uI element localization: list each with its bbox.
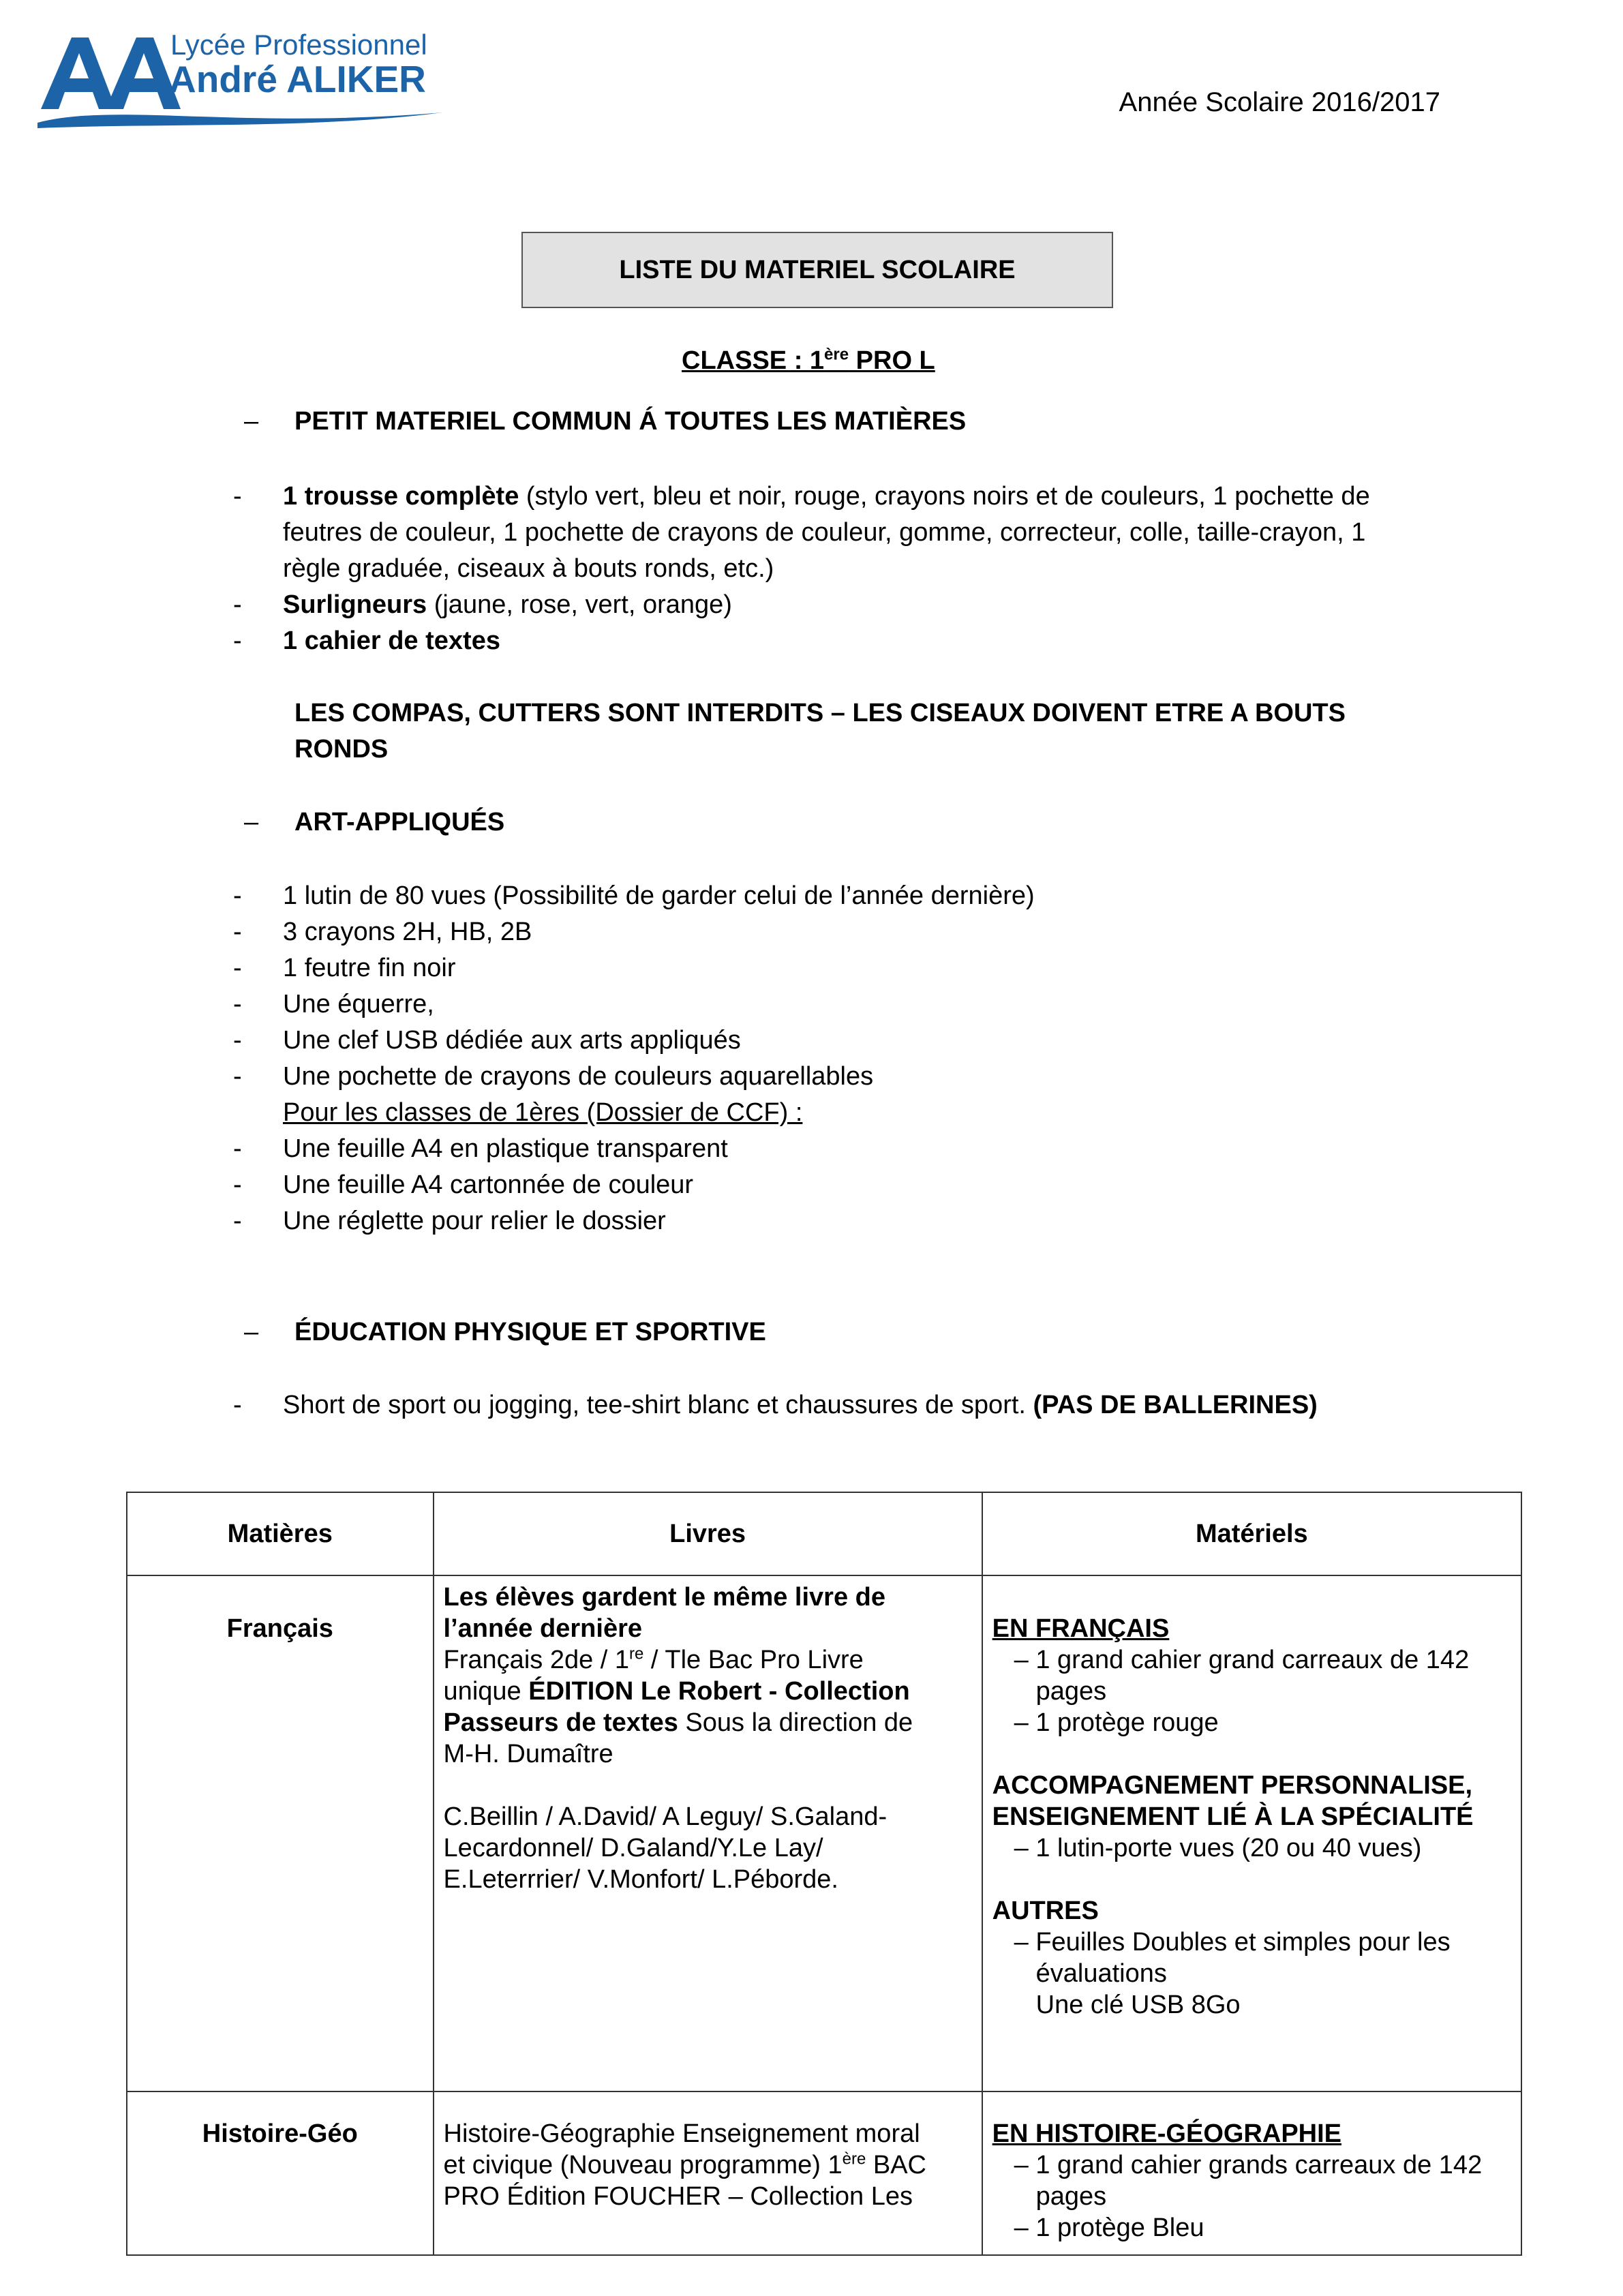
- list-dash: -: [233, 990, 242, 1018]
- books-cell: [434, 1575, 982, 2091]
- list-dash: -: [233, 1026, 242, 1055]
- subjects-table: [126, 1492, 1522, 2256]
- book-note: l’année dernière: [443, 1614, 643, 1643]
- list-item-eps: Short de sport ou jogging, tee-shirt blanc et chaussures de sport. (PAS DE BALLERINES): [283, 1391, 1318, 1419]
- header-materiels: Matériels: [982, 1492, 1521, 1575]
- books-cell: [434, 2091, 982, 2255]
- logo-line1: Lycée Professionnel: [170, 29, 427, 61]
- list-dash: -: [233, 918, 242, 946]
- materials-cell: [982, 2091, 1521, 2255]
- document-title-text: LISTE DU MATERIEL SCOLAIRE: [619, 255, 1016, 284]
- header-livres: Livres: [434, 1492, 982, 1575]
- list-item: Une équerre,: [283, 990, 434, 1018]
- subheading-ccf: Pour les classes de 1ères (Dossier de CCF) :: [283, 1098, 803, 1127]
- list-item: 1 feutre fin noir: [283, 954, 456, 982]
- list-dash: -: [233, 1170, 242, 1199]
- list-item: Une réglette pour relier le dossier: [283, 1207, 666, 1235]
- header-matieres: Matières: [127, 1492, 434, 1575]
- table-row: [127, 1575, 1521, 2091]
- materials-heading: EN HISTOIRE-GÉOGRAPHIE: [992, 2119, 1342, 2148]
- list-dash: -: [233, 1391, 242, 1419]
- book-collection: Passeurs de textes Sous la direction de: [443, 1708, 913, 1737]
- book-authors: C.Beillin / A.David/ A Leguy/ S.Galand-: [443, 1802, 888, 1831]
- section-dash: –: [244, 1318, 259, 1346]
- list-item: Une feuille A4 en plastique transparent: [283, 1134, 728, 1163]
- warning-line2: RONDS: [294, 735, 389, 764]
- materials-item: – Feuilles Doubles et simples pour les: [1014, 1928, 1451, 1957]
- materials-item: – 1 grand cahier grands carreaux de 142: [1014, 2151, 1483, 2179]
- materials-item: Une clé USB 8Go: [1035, 1991, 1241, 2019]
- subject-cell: [127, 2091, 434, 2255]
- book-title: et civique (Nouveau programme) 1ère BAC: [443, 2149, 926, 2179]
- materials-item: pages: [1035, 2182, 1107, 2211]
- section-dash: –: [244, 407, 259, 436]
- book-edition: PRO Édition FOUCHER – Collection Les: [443, 2182, 913, 2211]
- section-heading-common: PETIT MATERIEL COMMUN Á TOUTES LES MATIÈRES: [294, 407, 967, 436]
- book-director: M-H. Dumaître: [443, 1740, 613, 1768]
- book-note: Les élèves gardent le même livre de: [443, 1583, 885, 1612]
- book-title: Histoire-Géographie Enseignement moral: [443, 2119, 920, 2148]
- materials-heading: AUTRES: [992, 1897, 1099, 1925]
- materials-heading: ENSEIGNEMENT LIÉ À LA SPÉCIALITÉ: [992, 1802, 1474, 1831]
- list-dash: -: [233, 1207, 242, 1235]
- subject-cell: [127, 1575, 434, 2091]
- book-authors: E.Leterrrier/ V.Monfort/ L.Péborde.: [443, 1865, 838, 1894]
- list-item-trousse-line2: feutres de couleur, 1 pochette de crayons de couleur, gomme, correcteur, colle, taille-crayon, 1: [283, 518, 1366, 547]
- warning-line1: LES COMPAS, CUTTERS SONT INTERDITS – LES CISEAUX DOIVENT ETRE A BOUTS: [294, 699, 1346, 727]
- materials-item: – 1 protège rouge: [1014, 1708, 1219, 1737]
- list-item-trousse-line3: règle graduée, ciseaux à bouts ronds, etc.): [283, 554, 774, 583]
- list-dash: -: [233, 881, 242, 910]
- section-dash: –: [244, 808, 259, 836]
- subject-name: Français: [226, 1614, 333, 1643]
- materials-heading: ACCOMPAGNEMENT PERSONNALISE,: [992, 1771, 1473, 1800]
- materials-heading: EN FRANÇAIS: [992, 1614, 1170, 1643]
- list-dash: -: [233, 590, 242, 619]
- class-label: CLASSE : 1ère PRO L: [682, 345, 935, 375]
- list-item: 1 lutin de 80 vues (Possibilité de garder celui de l’année dernière): [283, 881, 1035, 910]
- school-year: Année Scolaire 2016/2017: [1119, 87, 1440, 117]
- document-title: [521, 232, 1113, 308]
- list-item: Une clef USB dédiée aux arts appliqués: [283, 1026, 741, 1055]
- list-dash: -: [233, 1062, 242, 1091]
- book-authors: Lecardonnel/ D.Galand/Y.Le Lay/: [443, 1834, 823, 1862]
- materials-item: – 1 grand cahier grand carreaux de 142: [1014, 1646, 1470, 1674]
- list-dash: -: [233, 626, 242, 655]
- section-heading-arts: ART-APPLIQUÉS: [294, 808, 505, 836]
- list-item-trousse: 1 trousse complète (stylo vert, bleu et noir, rouge, crayons noirs et de couleurs, 1 pochette de: [283, 482, 1370, 511]
- list-item-cahier: 1 cahier de textes: [283, 626, 500, 655]
- list-dash: -: [233, 1134, 242, 1163]
- materials-item: évaluations: [1035, 1959, 1167, 1988]
- list-item: 3 crayons 2H, HB, 2B: [283, 918, 532, 946]
- book-title: Français 2de / 1re / Tle Bac Pro Livre: [443, 1644, 864, 1674]
- list-item: Une feuille A4 cartonnée de couleur: [283, 1170, 694, 1199]
- section-heading-eps: ÉDUCATION PHYSIQUE ET SPORTIVE: [294, 1318, 766, 1346]
- materials-cell: [982, 1575, 1521, 2091]
- materials-item: pages: [1035, 1677, 1107, 1706]
- materials-item: – 1 protège Bleu: [1014, 2214, 1204, 2242]
- logo-line2: André ALIKER: [169, 58, 426, 100]
- table-row: [127, 2091, 1521, 2255]
- list-item-surligneurs: Surligneurs (jaune, rose, vert, orange): [283, 590, 732, 619]
- list-dash: -: [233, 954, 242, 982]
- list-item: Une pochette de crayons de couleurs aquarellables: [283, 1062, 874, 1091]
- book-edition: unique ÉDITION Le Robert - Collection: [443, 1677, 910, 1706]
- list-dash: -: [233, 482, 242, 511]
- table-header-row: [127, 1492, 1521, 1575]
- materials-item: – 1 lutin-porte vues (20 ou 40 vues): [1014, 1834, 1422, 1862]
- subject-name: Histoire-Géo: [202, 2119, 358, 2148]
